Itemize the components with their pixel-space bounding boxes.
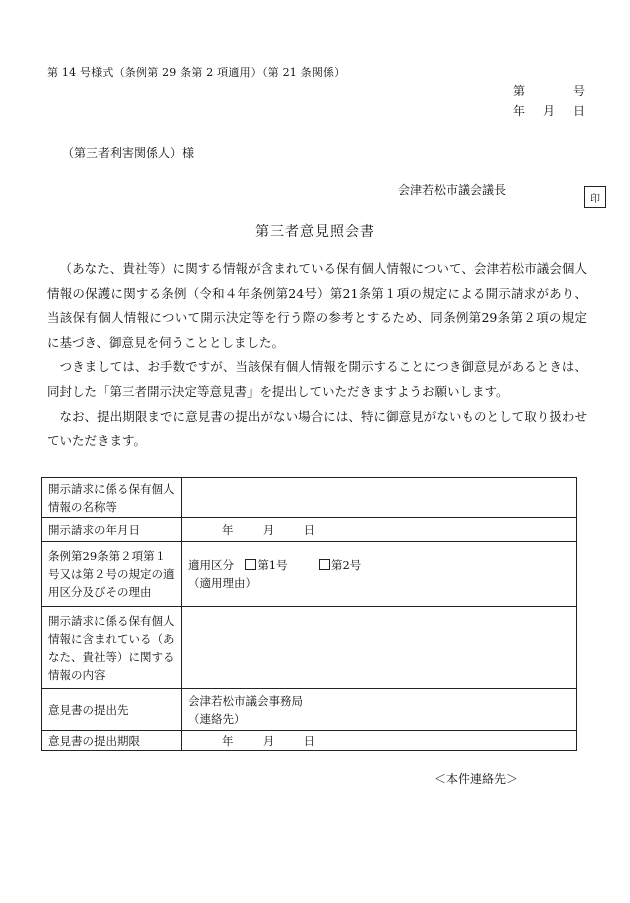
value-application-category <box>182 542 577 607</box>
request-year: 年 <box>222 522 234 537</box>
table-row <box>42 518 577 542</box>
date-month: 月 <box>542 104 555 118</box>
date-day: 日 <box>572 104 585 118</box>
contact-note: ＜本件連絡先＞ <box>434 772 519 786</box>
value-submission-destination <box>182 689 577 731</box>
value-info-name[interactable] <box>182 478 577 518</box>
destination-name: 会津若松市議会事務局 <box>188 693 303 708</box>
request-month: 月 <box>262 522 275 537</box>
doc-number-prefix: 第 <box>513 84 526 98</box>
checkbox-item-1[interactable] <box>245 559 256 570</box>
reason-label: （適用理由） <box>188 576 257 590</box>
label-submission-deadline: 意見書の提出期限 <box>42 731 182 751</box>
category-line <box>188 556 570 574</box>
info-table <box>41 477 577 751</box>
deadline-year: 年 <box>222 733 234 748</box>
doc-number-suffix: 号 <box>572 84 585 98</box>
form-number: 第 14 号様式（条例第 29 条第 2 項適用）（第 21 条関係） <box>47 66 346 79</box>
label-info-content: 開示請求に係る保有個人情報に含まれている（あなた、貴社等）に関する情報の内容 <box>42 607 182 689</box>
date-year: 年 <box>513 104 526 118</box>
document-number <box>513 82 585 99</box>
option-1-label: 第1号 <box>257 558 288 572</box>
label-request-date: 開示請求の年月日 <box>42 518 182 542</box>
body-paragraph-3: なお、提出期限までに意見書の提出がない場合には、特に御意見がないものとして取り扱わせていただきます。 <box>47 408 587 449</box>
request-day: 日 <box>303 522 316 537</box>
body-paragraph-2: つきましては、お手数ですが、当該保有個人情報を開示することにつき御意見があるときは、同封した「第三者開示決定等意見書」を提出していただきますようお願いします。 <box>47 359 587 399</box>
table-row <box>42 478 577 518</box>
addressee: （第三者利害関係人）様 <box>62 146 195 160</box>
value-submission-deadline[interactable] <box>182 731 577 751</box>
label-application-category: 条例第29条第２項第１号又は第２号の規定の適用区分及びその理由 <box>42 542 182 607</box>
document-title: 第三者意見照会書 <box>255 224 375 240</box>
document-date <box>513 102 585 119</box>
value-info-content[interactable] <box>182 607 577 689</box>
option-2-label: 第2号 <box>330 558 362 572</box>
table-row <box>42 542 577 607</box>
table-row <box>42 731 577 751</box>
seal-box: 印 <box>584 186 606 208</box>
body-text <box>47 257 587 454</box>
label-submission-destination: 意見書の提出先 <box>42 689 182 731</box>
deadline-month: 月 <box>262 733 275 748</box>
table-row <box>42 689 577 731</box>
body-paragraph-1: （あなた、貴社等）に関する情報が含まれている保有個人情報について、会津若松市議会個人情報の保護に関する条例（令和４年条例第24号）第21条第１項の規定による開示請求があり、当該保有個人情報について開示決定等を行う際の参考とするため、同条例第29条第２項の規定に基づき、御意見を伺うこととしました。 <box>47 261 587 350</box>
label-info-name: 開示請求に係る保有個人情報の名称等 <box>42 478 182 518</box>
destination-contact: （連絡先） <box>188 711 246 726</box>
value-request-date[interactable] <box>182 518 577 542</box>
table-row <box>42 607 577 689</box>
category-label: 適用区分 <box>188 558 234 572</box>
deadline-day: 日 <box>303 733 316 748</box>
checkbox-item-2[interactable] <box>319 559 330 570</box>
sender: 会津若松市議会議長 <box>398 183 507 197</box>
